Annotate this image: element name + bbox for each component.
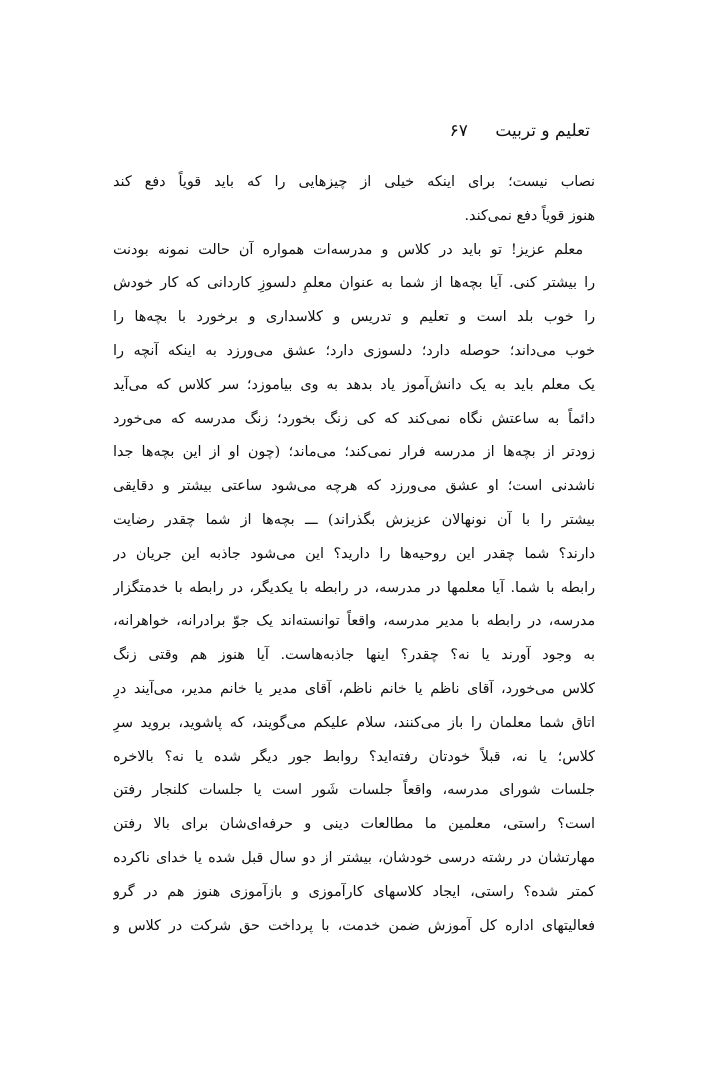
text-line: را بیشتر کنی. آیا بچه‌ها از شما به عنوان معلمِ دلسوزِ کاردانی که کار خودش [113,275,595,292]
text-line: اتاق شما معلمان را باز می‌کنند، سلام علیکم می‌گویند، که پاشوید، بروید سرِ [113,714,595,731]
text-line: مدرسه، در رابطه با مدیر مدرسه، واقعاً توانسته‌اند یک جوّ برادرانه، خواهرانه، [113,613,595,630]
text-line: هنوز قویاً دفع نمی‌کند. [464,207,595,224]
text-line: زودتر از بچه‌ها از مدرسه فرار نمی‌کند؛ می‌ماند؛ (چون او از این بچه‌ها جدا [113,444,595,461]
text-line: یک معلم باید به یک دانش‌آموز یاد بدهد به وی بیاموزد؛ سر کلاس که می‌آید [113,376,595,393]
page-number: ۶۷ [449,121,468,141]
text-line: نصاب نیست؛ برای اینکه خیلی از چیزهایی را که باید قویاً دفع کند [113,174,595,190]
text-line: دائماً به ساعتش نگاه نمی‌کند که کی زنگ بخورد؛ زنگ مدرسه که می‌خورد [113,410,595,427]
text-line: کلاس؛ یا نه، قبلاً خودتان رفته‌اید؟ روابط جور دیگر شده یا نه؟ بالاخره [113,748,595,765]
text-line: کمتر شده؟ راستی، ایجاد کلاسهای کارآموزی و بازآموزی هنوز هم در گرو [113,883,595,900]
text-line: مهارتشان در رشته درسی خودشان، بیشتر از دو سال قبل شده یا خدای ناکرده [113,849,595,866]
text-line: رابطه با شما. آیا معلمها در مدرسه، در رابطه با یکدیگر، در رابطه با خدمتگزار [113,579,595,596]
text-line: بیشتر را با آن نونهالان عزیزش بگذراند) ـــ بچه‌ها از شما چقدر رضایت [113,511,595,528]
text-line: ناشدنی است؛ او عشق می‌ورزد که هرچه می‌شود ساعتی بیشتر و دقایقی [113,478,595,495]
body-text [113,166,595,943]
text-line: خوب می‌داند؛ حوصله دارد؛ دلسوزی دارد؛ عشق می‌ورزد به اینکه آنچه را [113,342,595,359]
text-line: است؟ راستی، معلمین ما مطالعات دینی و حرفه‌ای‌شان برای بالا رفتن [113,816,595,833]
running-header-title: تعلیم و تربیت [495,121,590,141]
text-line: فعالیتهای اداره کل آموزش ضمن خدمت، با پرداخت حق شرکت در کلاس و [113,917,595,934]
text-line: دارند؟ شما چقدر این روحیه‌ها را دارید؟ این می‌شود جاذبه این جریان در [113,545,595,562]
text-line: جلسات شورای مدرسه، واقعاً جلسات شَور است یا جلسات کلنجار رفتن [113,782,595,799]
running-header [450,118,590,144]
text-line: کلاس می‌خورد، آقای ناظم یا خانم ناظم، آقای مدیر یا خانم مدیر، می‌آیند درِ [113,680,595,697]
text-line: به وجود آورند یا نه؟ چقدر؟ اینها جاذبه‌هاست. آیا هنوز هم وقتی زنگ [113,647,595,664]
text-line: را خوب بلد است و تعلیم و تدریس و کلاسداری و برخورد با بچه‌ها را [113,309,595,326]
text-line: معلم عزیز! تو باید در کلاس و مدرسه‌ات همواره آن حالت نمونه بودنت [113,241,583,258]
